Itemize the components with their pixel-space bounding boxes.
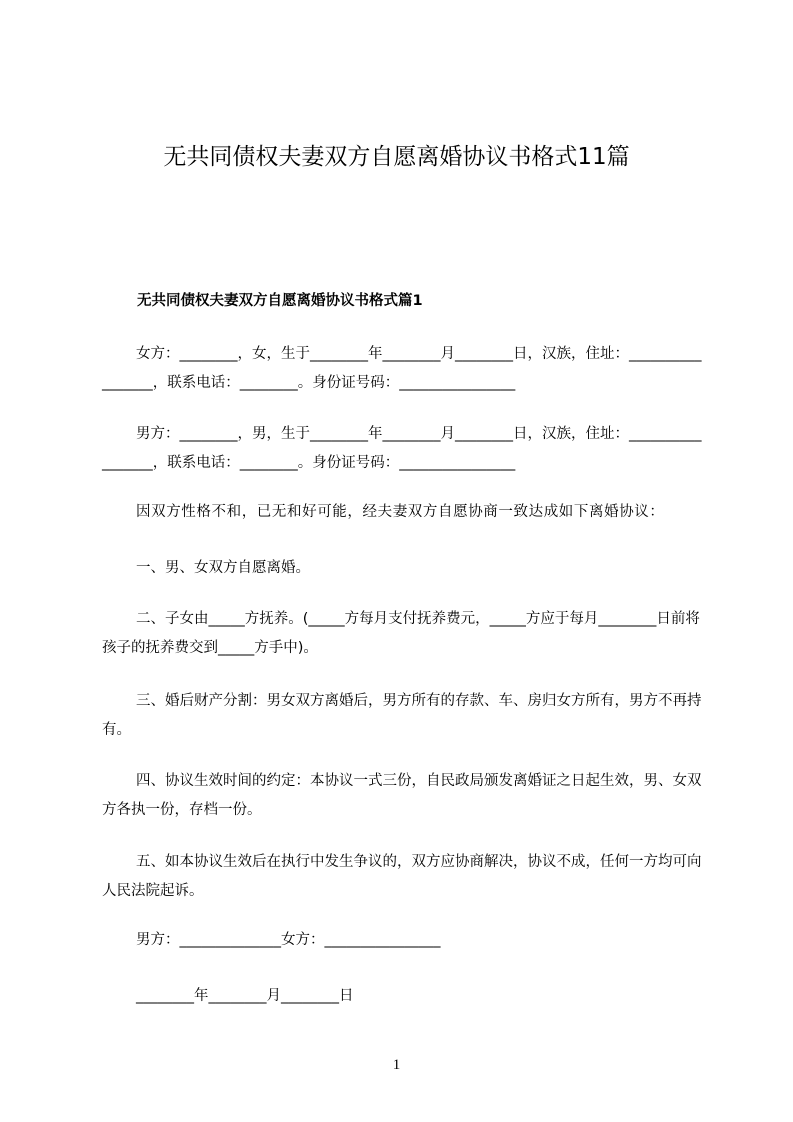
clause-2-paragraph: 二、子女由_____方抚养。(_____方每月支付抚养费元，_____方应于每月________日前将孩子的抚养费交到_____方手中)。	[102, 611, 700, 656]
clause-4-paragraph: 四、协议生效时间的约定：本协议一式三份，自民政局颁发离婚证之日起生效，男、女双方各执一份，存档一份。	[102, 773, 702, 818]
clause-5-paragraph: 五、如本协议生效后在执行中发生争议的，双方应协商解决，协议不成，任何一方均可向人民法院起诉。	[102, 854, 702, 899]
male-party-paragraph: 男方：________，男，生于________年________月________日，汉族，住址：_________________，联系电话：________。身份证号码：________________	[102, 426, 702, 471]
reason-paragraph: 因双方性格不和，已无和好可能，经夫妻双方自愿协商一致达成如下离婚协议：	[136, 504, 665, 520]
female-party-paragraph: 女方：________，女，生于________年________月________日，汉族，住址：_________________，联系电话：________。身份证号码：________________	[102, 346, 702, 391]
date-line: ________年________月________日	[136, 988, 354, 1004]
document-title: 无共同债权夫妻双方自愿离婚协议书格式11篇	[163, 144, 630, 170]
signature-line: 男方：______________女方：________________	[136, 932, 441, 948]
clause-1-paragraph: 一、男、女双方自愿离婚。	[136, 560, 310, 576]
page-number: 1	[392, 1057, 401, 1073]
section-title: 无共同债权夫妻双方自愿离婚协议书格式篇1	[137, 293, 423, 309]
clause-3-paragraph: 三、婚后财产分割：男女双方离婚后，男方所有的存款、车、房归女方所有，男方不再持有。	[102, 693, 702, 738]
